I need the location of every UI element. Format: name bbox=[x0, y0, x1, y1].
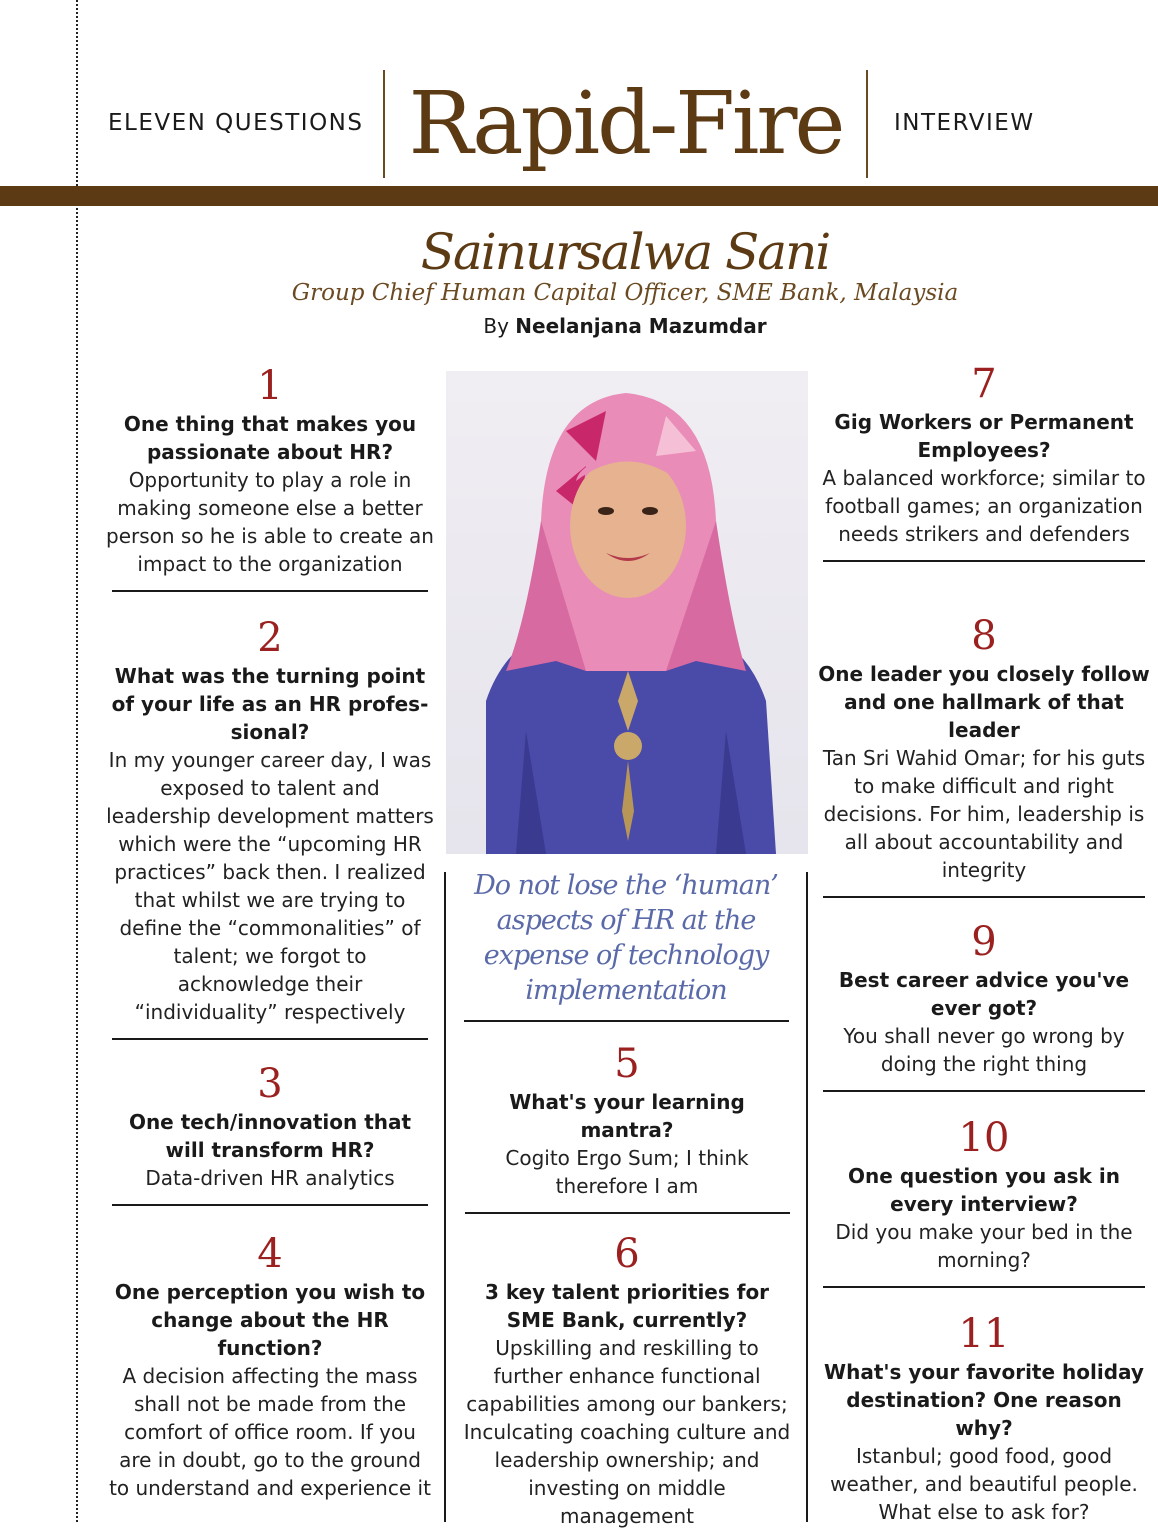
portrait-illustration bbox=[446, 371, 808, 854]
answer-text: In my younger career day, I was exposed to talent and leadership development matters which were the “upcoming HR practices” back then. I realized that whilst we are trying to define the “commonalities” of talent; we forgot to acknowledge their “individuality” respectively bbox=[106, 748, 434, 1024]
question-text: What's your learning mantra? bbox=[509, 1090, 745, 1142]
question-number: 2 bbox=[257, 615, 283, 661]
question-number: 7 bbox=[971, 361, 997, 407]
divider bbox=[823, 896, 1145, 898]
question-block-1 bbox=[106, 363, 434, 592]
question-block-9 bbox=[816, 919, 1152, 1092]
question-block-2 bbox=[106, 615, 434, 1040]
quote-divider bbox=[464, 1020, 789, 1022]
section-label: ELEVEN QUESTIONS bbox=[108, 110, 364, 136]
column-divider bbox=[444, 872, 446, 1522]
question-number: 11 bbox=[958, 1311, 1010, 1357]
answer-text: Tan Sri Wahid Omar; for his guts to make difficult and right decisions. For him, leadership is all about accountability and integrity bbox=[822, 746, 1146, 882]
answer-text: Upskilling and reskilling to further enhance functional capabilities among our bankers; Inculcating coaching culture and leadership ownership; and investing on middle management bbox=[463, 1336, 791, 1528]
divider bbox=[112, 1204, 428, 1206]
question-block-5 bbox=[462, 1041, 792, 1214]
divider bbox=[823, 1286, 1145, 1288]
answer-text: Data-driven HR analytics bbox=[145, 1166, 395, 1190]
answer-text: Istanbul; good food, good weather, and beautiful people. What else to ask for? bbox=[830, 1444, 1138, 1524]
header-band bbox=[0, 186, 1158, 206]
divider bbox=[112, 590, 428, 592]
margin-dotted-rule bbox=[76, 0, 78, 1522]
question-text: One leader you closely follow and one hallmark of that leader bbox=[818, 662, 1150, 742]
section-type-label: INTERVIEW bbox=[894, 110, 1035, 136]
question-number: 1 bbox=[257, 363, 283, 409]
question-text: One perception you wish to change about the HR function? bbox=[114, 1280, 426, 1360]
question-text: What was the turning point of your life as an HR profes-sional? bbox=[111, 664, 429, 744]
question-block-6 bbox=[462, 1231, 792, 1530]
question-number: 6 bbox=[614, 1231, 640, 1277]
answer-text: Opportunity to play a role in making someone else a better person so he is able to create an impact to the organization bbox=[106, 468, 434, 576]
question-number: 9 bbox=[971, 919, 997, 965]
question-text: One question you ask in every interview? bbox=[848, 1164, 1120, 1216]
answer-text: A decision affecting the mass shall not be made from the comfort of office room. If you are in doubt, go to the ground to understand and experience it bbox=[109, 1364, 431, 1500]
byline bbox=[300, 314, 950, 338]
portrait-photo bbox=[446, 371, 808, 854]
question-number: 4 bbox=[257, 1231, 283, 1277]
column-divider bbox=[806, 872, 808, 1522]
byline-label: By bbox=[483, 314, 509, 338]
question-block-11 bbox=[816, 1311, 1152, 1526]
divider bbox=[112, 1038, 428, 1040]
divider bbox=[823, 1090, 1145, 1092]
question-text: One thing that makes you passionate about HR? bbox=[123, 412, 417, 464]
question-number: 3 bbox=[257, 1061, 283, 1107]
question-text: 3 key talent priorities for SME Bank, currently? bbox=[484, 1280, 770, 1332]
author-name: Neelanjana Mazumdar bbox=[515, 314, 767, 338]
pull-quote: Do not lose the ‘human’ aspects of HR at the expense of technology implementation bbox=[474, 870, 778, 1006]
question-number: 10 bbox=[958, 1115, 1010, 1161]
divider bbox=[823, 560, 1145, 562]
header-divider bbox=[866, 70, 868, 178]
answer-text: Did you make your bed in the morning? bbox=[835, 1220, 1133, 1272]
question-block-10 bbox=[816, 1115, 1152, 1288]
question-number: 8 bbox=[971, 613, 997, 659]
divider bbox=[465, 1212, 790, 1214]
masthead-title: Rapid-Fire bbox=[408, 74, 843, 174]
question-text: What's your favorite holiday destination? One reason why? bbox=[824, 1360, 1144, 1440]
answer-text: A balanced workforce; similar to football games; an organization needs strikers and defenders bbox=[822, 466, 1146, 546]
interviewee-role: Group Chief Human Capital Officer, SME Bank, Malaysia bbox=[291, 280, 959, 306]
answer-text: Cogito Ergo Sum; I think therefore I am bbox=[505, 1146, 749, 1198]
question-block-8 bbox=[816, 613, 1152, 898]
question-text: Best career advice you've ever got? bbox=[838, 968, 1130, 1020]
interviewee-name: Sainursalwa Sani bbox=[420, 223, 830, 281]
question-text: Gig Workers or Permanent Employees? bbox=[834, 410, 1134, 462]
answer-text: You shall never go wrong by doing the right thing bbox=[843, 1024, 1125, 1076]
question-block-7 bbox=[816, 361, 1152, 562]
question-text: One tech/innovation that will transform HR? bbox=[128, 1110, 412, 1162]
question-number: 5 bbox=[614, 1041, 640, 1087]
question-block-4 bbox=[106, 1231, 434, 1502]
question-block-3 bbox=[106, 1061, 434, 1206]
